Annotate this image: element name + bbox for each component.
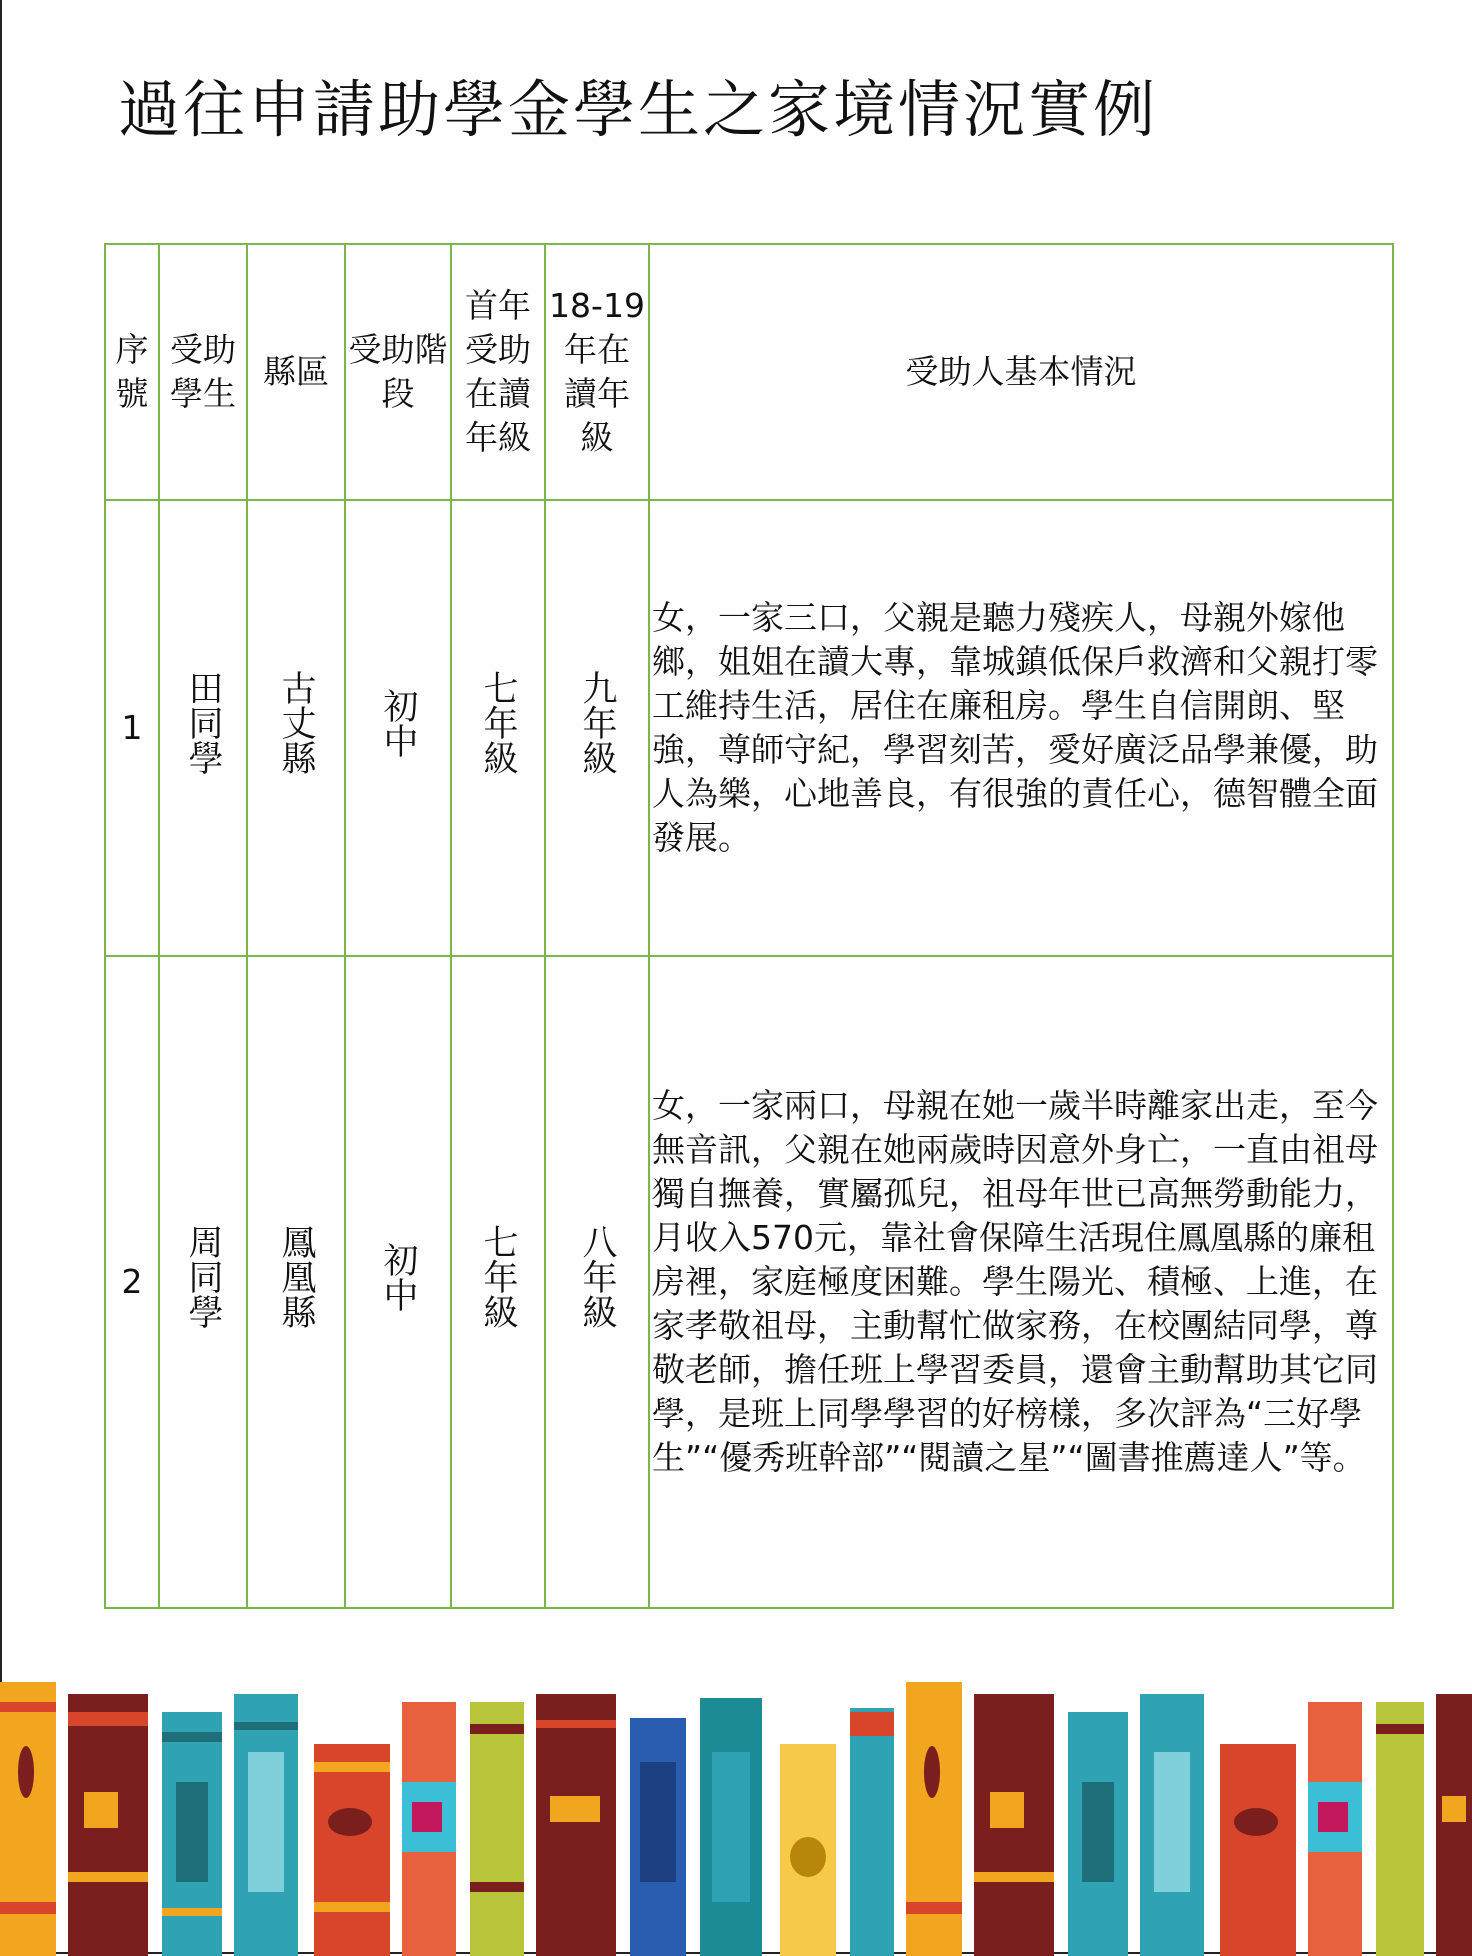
book-spine: [314, 1744, 390, 1956]
book-spine: [402, 1702, 456, 1956]
cell-county: 鳳凰縣: [247, 956, 345, 1608]
cell-current-grade: 八年級: [545, 956, 649, 1608]
cell-description: 女，一家兩口，母親在她一歲半時離家出走，至今無音訊，父親在她兩歲時因意外身亡，一直由祖母獨自撫養，實屬孤兒，祖母年世已高無勞動能力，月收入570元，靠社會保障生活現住鳳凰縣的廉租房裡，家庭極度困難。學生陽光、積極、上進，在家孝敬祖母，主動幫忙做家務，在校團結同學，尊敬老師，擔任班上學習委員，還會主動幫助其它同學，是班上同學學習的好榜樣，多次評為“三好學生”“優秀班幹部”“閱讀之星”“圖書推薦達人”等。: [649, 956, 1393, 1608]
book-spine: [780, 1744, 836, 1956]
book-spine: [974, 1694, 1054, 1956]
book-spine: [68, 1694, 148, 1956]
book-spine: [630, 1718, 686, 1956]
header-first-grade: 首年受助在讀年級: [451, 244, 545, 500]
cell-current-grade: 九年級: [545, 500, 649, 956]
cell-first-grade: 七年級: [451, 500, 545, 956]
book-spine: [1220, 1744, 1296, 1956]
book-spine: [1436, 1694, 1472, 1956]
header-row: [105, 244, 1393, 500]
cell-seq: 2: [105, 956, 159, 1608]
student-table: [104, 243, 1394, 1609]
book-spine: [850, 1708, 894, 1956]
header-student: 受助學生: [159, 244, 247, 500]
book-spine: [1376, 1702, 1424, 1956]
header-county: 縣區: [247, 244, 345, 500]
book-spine: [162, 1712, 222, 1956]
page-title: 過往申請助學金學生之家境情況實例: [118, 73, 1159, 146]
book-spine: [234, 1694, 298, 1956]
book-spine: [906, 1682, 962, 1956]
book-spine: [1308, 1702, 1362, 1956]
table-row: [105, 956, 1393, 1608]
cell-description: 女，一家三口，父親是聽力殘疾人，母親外嫁他鄉，姐姐在讀大專，靠城鎮低保戶救濟和父親打零工維持生活，居住在廉租房。學生自信開朗、堅強，尊師守紀，學習刻苦，愛好廣泛品學兼優，助人為樂，心地善良，有很強的責任心，德智體全面發展。: [649, 500, 1393, 956]
book-spine: [700, 1698, 762, 1956]
cell-student: 田同學: [159, 500, 247, 956]
cell-student: 周同學: [159, 956, 247, 1608]
book-spine: [1068, 1712, 1128, 1956]
cell-seq: 1: [105, 500, 159, 956]
header-stage: 受助階段: [345, 244, 451, 500]
cell-stage: 初中: [345, 956, 451, 1608]
cell-county: 古丈縣: [247, 500, 345, 956]
cell-first-grade: 七年級: [451, 956, 545, 1608]
book-spine: [470, 1702, 524, 1956]
book-spine: [0, 1682, 56, 1956]
header-description: 受助人基本情況: [649, 244, 1393, 500]
book-spine: [536, 1694, 616, 1956]
cell-stage: 初中: [345, 500, 451, 956]
books-decoration: [0, 1672, 1472, 1956]
header-current-grade: 18-19年在讀年級: [545, 244, 649, 500]
book-spine: [1140, 1694, 1204, 1956]
header-seq: 序號: [105, 244, 159, 500]
table-row: [105, 500, 1393, 956]
